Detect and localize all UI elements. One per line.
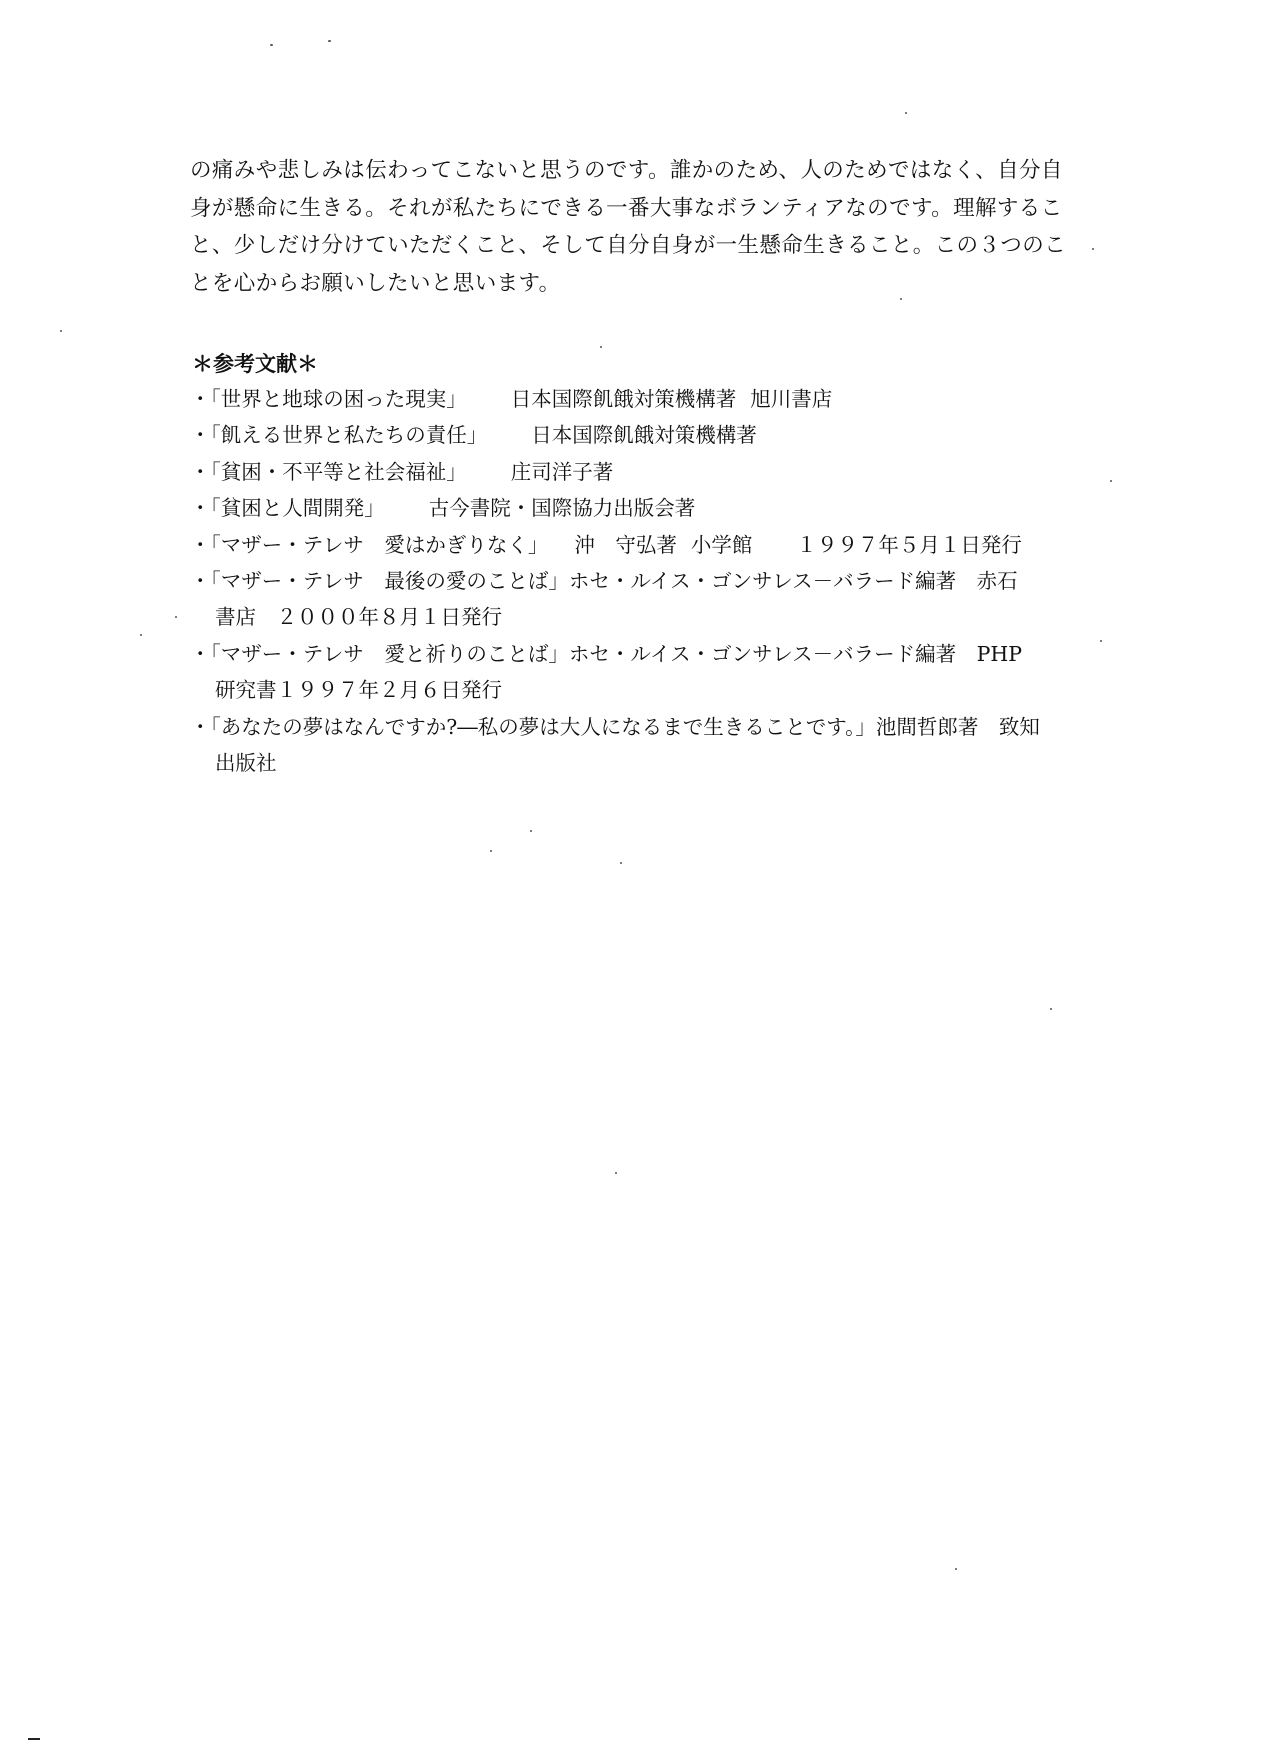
reference-text: 研究書１９９７年２月６日発行 xyxy=(215,678,502,703)
references-heading: ＊参考文献＊ xyxy=(192,352,318,376)
scan-margin-mark xyxy=(28,1738,40,1740)
reference-author: 日本国際飢餓対策機構著 xyxy=(510,387,737,411)
scan-speck xyxy=(600,346,602,348)
reference-text: ・「マザー・テレサ 最後の愛のことば」ホセ・ルイス・ゴンサレス－バラード編著 赤石 xyxy=(190,569,1018,594)
paragraph-line: とを心からお願いしたいと思います。 xyxy=(190,270,561,296)
reference-title: ・「マザー・テレサ 愛はかぎりなく」 xyxy=(190,532,549,557)
reference-publisher: 小学館 xyxy=(690,532,753,557)
reference-text: 書店 ２０００年８月１日発行 xyxy=(215,605,502,630)
reference-item xyxy=(190,709,1090,745)
reference-author: 古今書院・国際協力出版会著 xyxy=(428,496,696,521)
reference-item xyxy=(190,563,1090,599)
scan-speck xyxy=(140,634,142,636)
reference-author: 沖 守弘著 xyxy=(574,532,677,557)
reference-title: ・「飢える世界と私たちの責任」 xyxy=(190,423,488,448)
reference-item-continuation xyxy=(190,745,1090,781)
paragraph-line: の痛みや悲しみは伝わってこないと思うのです。誰かのため、人のためではなく、自分自 xyxy=(190,158,1063,183)
scan-speck xyxy=(905,112,907,114)
scan-speck xyxy=(328,40,331,42)
scan-speck xyxy=(490,850,492,852)
scan-speck xyxy=(1110,480,1112,482)
reference-text: ・「マザー・テレサ 愛と祈りのことば」ホセ・ルイス・ゴンサレス－バラード編著 PHP xyxy=(190,641,1023,666)
reference-author: 日本国際飢餓対策機構著 xyxy=(531,423,757,448)
reference-item xyxy=(190,490,1090,526)
scan-speck xyxy=(60,330,62,332)
reference-text: 出版社 xyxy=(215,751,277,776)
reference-text: ・「あなたの夢はなんですか?―私の夢は大人になるまで生きることです。」池間哲郎著 致知 xyxy=(190,714,1040,739)
scan-speck xyxy=(175,616,177,618)
scan-speck xyxy=(1050,1008,1052,1010)
reference-item xyxy=(190,527,1090,563)
reference-publisher: 旭川書店 xyxy=(750,387,833,411)
reference-item xyxy=(190,636,1090,672)
reference-item xyxy=(190,417,1090,453)
reference-item-continuation xyxy=(190,672,1090,708)
scan-speck xyxy=(1100,640,1102,642)
scan-speck xyxy=(1092,248,1094,250)
paragraph-line: と、少しだけ分けていただくこと、そして自分自身が一生懸命生きること。この３つのこ xyxy=(190,233,1067,258)
scan-speck xyxy=(270,44,273,46)
scan-speck xyxy=(900,298,902,300)
reference-item xyxy=(190,454,1090,490)
reference-title: ・「世界と地球の困った現実」 xyxy=(190,387,467,411)
references-list xyxy=(190,381,1090,781)
scan-speck xyxy=(615,1172,617,1174)
reference-title: ・「貧困と人間開発」 xyxy=(190,496,385,521)
scan-speck xyxy=(955,1568,957,1570)
scan-speck xyxy=(620,862,622,864)
reference-item-continuation xyxy=(190,599,1090,635)
reference-title: ・「貧困・不平等と社会福祉」 xyxy=(190,459,467,484)
reference-author: 庄司洋子著 xyxy=(510,459,614,484)
reference-item xyxy=(190,381,1090,417)
paragraph-line: 身が懸命に生きる。それが私たちにできる一番大事なボランティアなのです。理解するこ xyxy=(190,195,1063,221)
scan-speck xyxy=(530,830,532,832)
body-paragraph xyxy=(190,152,1090,302)
reference-date: １９９７年５月１日発行 xyxy=(796,532,1022,557)
